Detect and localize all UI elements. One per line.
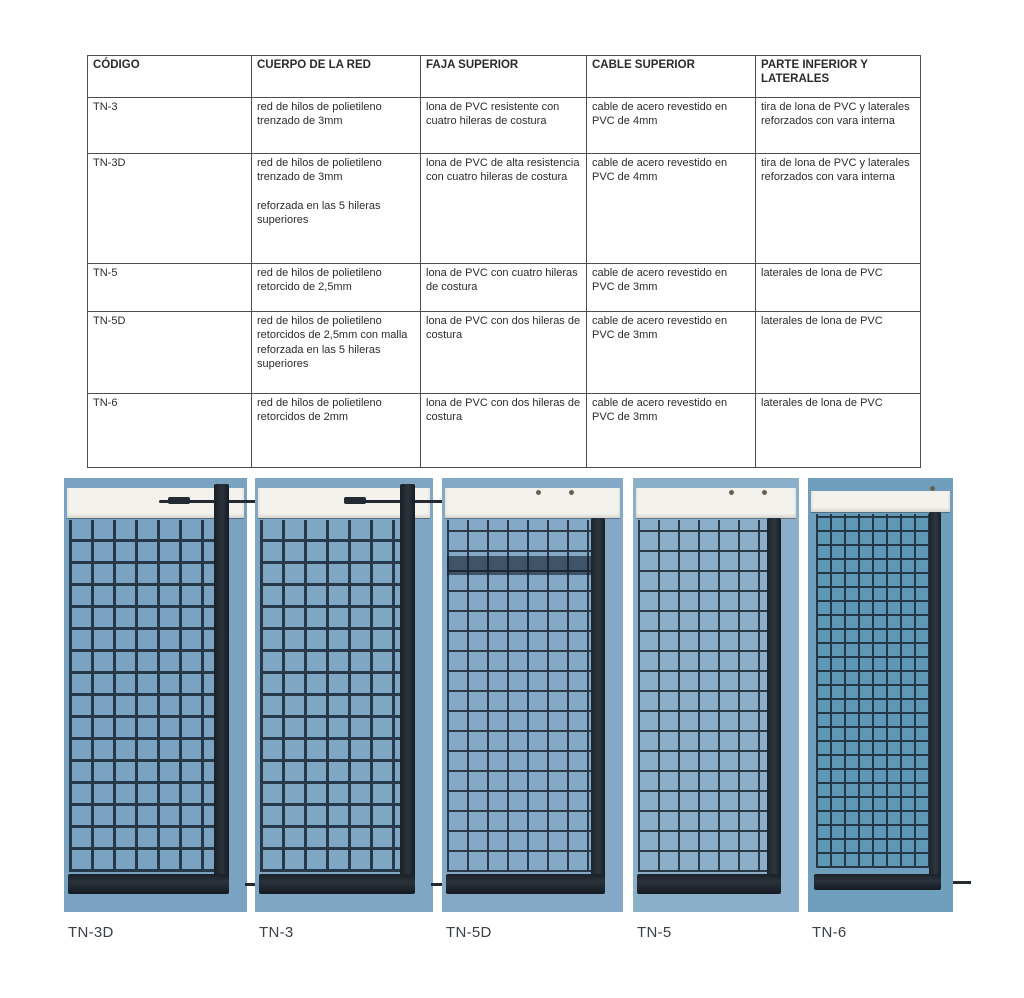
table-row-tn5d [88, 312, 921, 394]
net-mesh [816, 514, 929, 868]
cell-cuerpo: red de hilos de polietileno trenzado de 3mm [252, 98, 421, 154]
net-lateral-band [591, 518, 605, 890]
tension-rope [953, 881, 971, 884]
cell-codigo: TN-5D [88, 312, 252, 394]
cell-cuerpo: red de hilos de polietileno retorcidos de 2mm [252, 394, 421, 468]
net-bottom-band [814, 874, 941, 890]
cell-codigo: TN-3D [88, 154, 252, 264]
net-bottom-band [446, 874, 605, 894]
cell-inferior: laterales de lona de PVC [756, 394, 921, 468]
photo-label: TN-6 [812, 924, 847, 941]
net-photo-strip [0, 478, 1024, 958]
net-lateral-band [214, 484, 229, 890]
photo-label: TN-3D [68, 924, 114, 941]
table-row-tn6 [88, 394, 921, 468]
cuerpo-line-2: reforzada en las 5 hileras superiores [257, 199, 381, 226]
cell-codigo: TN-3 [88, 98, 252, 154]
photo-label: TN-3 [259, 924, 294, 941]
cell-cable: cable de acero revestido en PVC de 3mm [587, 264, 756, 312]
cell-codigo: TN-5 [88, 264, 252, 312]
cable-clamp [168, 497, 190, 504]
net-lateral-band [929, 512, 941, 884]
header-codigo: CÓDIGO [88, 56, 252, 98]
grommet-icon [930, 486, 935, 491]
net-mesh [260, 520, 401, 872]
table-row-tn5 [88, 264, 921, 312]
net-headband [636, 488, 796, 518]
net-photo-tn5 [633, 478, 799, 941]
table-header-row [88, 56, 921, 98]
spec-table [87, 55, 921, 468]
cell-faja: lona de PVC de alta resistencia con cuatro hileras de costura [421, 154, 587, 264]
photo-label: TN-5 [637, 924, 672, 941]
cell-faja: lona de PVC resistente con cuatro hileras de costura [421, 98, 587, 154]
cuerpo-line-1: red de hilos de polietileno trenzado de 3mm [257, 157, 382, 184]
cell-cuerpo: red de hilos de polietileno retorcidos de 2,5mm con malla reforzada en las 5 hileras superiores [252, 312, 421, 394]
grommet-icon [569, 490, 574, 495]
net-photo-tn6 [808, 478, 953, 941]
cable-clamp [344, 497, 366, 504]
cell-inferior: tira de lona de PVC y laterales reforzados con vara interna [756, 154, 921, 264]
net-photo-tn3 [255, 478, 433, 941]
cell-cuerpo [252, 154, 421, 264]
cell-cuerpo: red de hilos de polietileno retorcido de 2,5mm [252, 264, 421, 312]
net-photo-image [64, 478, 247, 912]
cell-faja: lona de PVC con dos hileras de costura [421, 312, 587, 394]
table-row-tn3d [88, 154, 921, 264]
header-cable-superior: CABLE SUPERIOR [587, 56, 756, 98]
header-faja-superior: FAJA SUPERIOR [421, 56, 587, 98]
net-photo-image [633, 478, 799, 912]
cell-cable: cable de acero revestido en PVC de 4mm [587, 154, 756, 264]
net-photo-tn5d [442, 478, 623, 941]
cell-cable: cable de acero revestido en PVC de 3mm [587, 312, 756, 394]
cell-inferior: laterales de lona de PVC [756, 312, 921, 394]
net-mesh [69, 520, 215, 872]
header-cuerpo-de-la-red: CUERPO DE LA RED [252, 56, 421, 98]
net-photo-image [442, 478, 623, 912]
cell-inferior: tira de lona de PVC y laterales reforzados con vara interna [756, 98, 921, 154]
net-lateral-band [767, 518, 781, 890]
cell-faja: lona de PVC con cuatro hileras de costura [421, 264, 587, 312]
net-bottom-band [637, 874, 781, 894]
net-bottom-band [68, 874, 229, 894]
cell-codigo: TN-6 [88, 394, 252, 468]
net-bottom-band [259, 874, 415, 894]
photo-label: TN-5D [446, 924, 492, 941]
net-photo-image [808, 478, 953, 912]
header-parte-inferior-laterales: PARTE INFERIOR Y LATERALES [756, 56, 921, 98]
reinforced-mesh-band [447, 556, 591, 575]
net-photo-image [255, 478, 433, 912]
cell-faja: lona de PVC con dos hileras de costura [421, 394, 587, 468]
net-mesh [638, 520, 767, 872]
net-lateral-band [400, 484, 415, 890]
net-headband [445, 488, 620, 518]
cell-inferior: laterales de lona de PVC [756, 264, 921, 312]
net-headband [811, 491, 950, 512]
cell-cable: cable de acero revestido en PVC de 3mm [587, 394, 756, 468]
cell-cable: cable de acero revestido en PVC de 4mm [587, 98, 756, 154]
net-photo-tn3d [64, 478, 247, 941]
table-row-tn3 [88, 98, 921, 154]
